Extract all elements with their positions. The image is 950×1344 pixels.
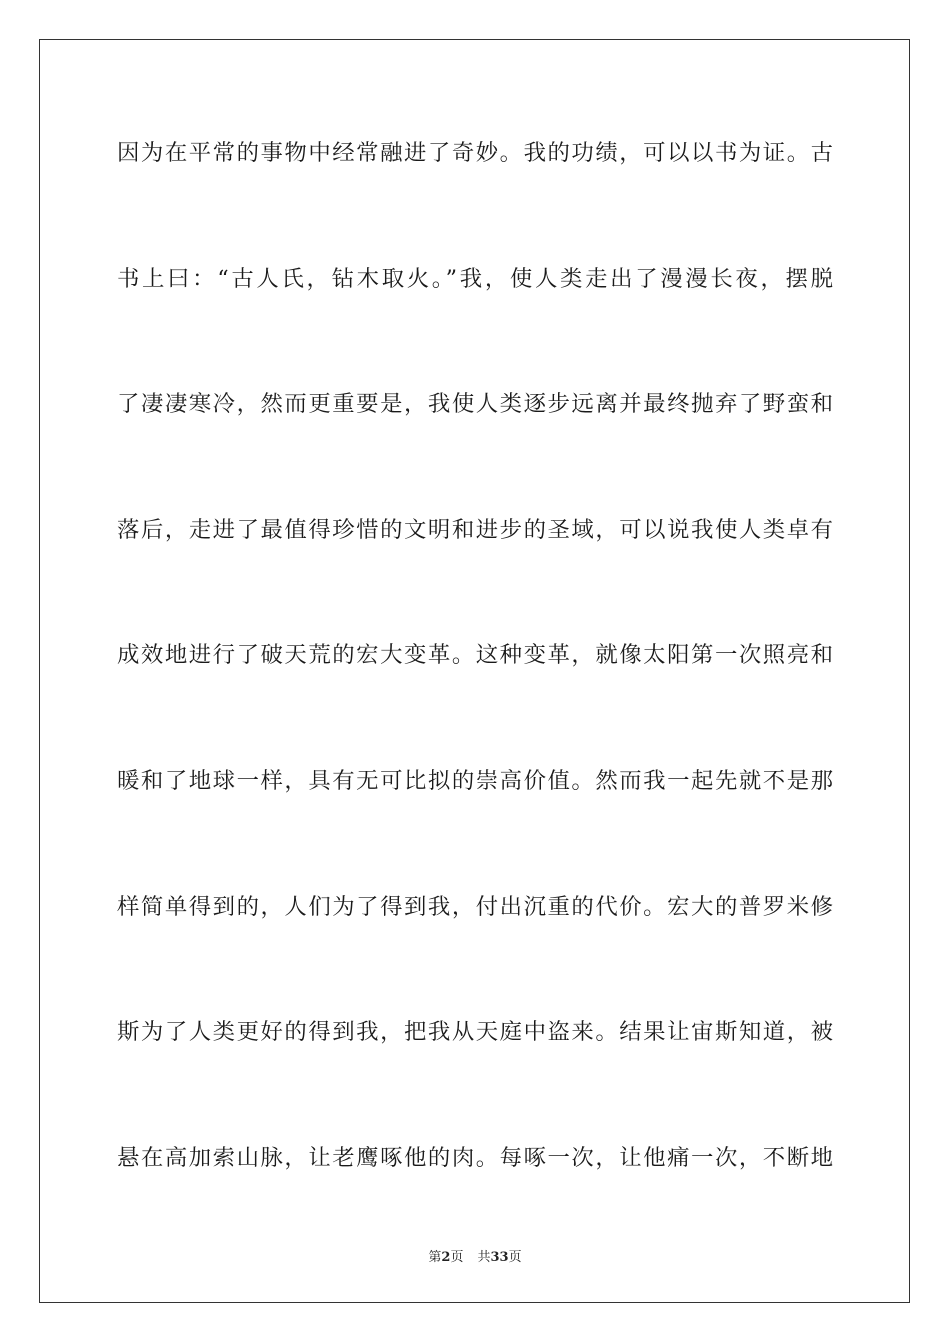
text-line-8: 斯为了人类更好的得到我，把我从天庭中盗来。结果让宙斯知道，被	[117, 1019, 833, 1046]
text-line-1: 因为在平常的事物中经常融进了奇妙。我的功绩，可以以书为证。古	[117, 140, 833, 166]
text-line-6: 暖和了地球一样，具有无可比拟的崇高价值。然而我一起先就不是那	[117, 767, 833, 794]
total-pages: 33	[490, 1250, 509, 1265]
document-body	[117, 136, 833, 1266]
page-number: 2	[441, 1250, 451, 1265]
page-suffix: 页	[450, 1250, 464, 1265]
text-line-9: 悬在高加索山脉，让老鹰啄他的肉。每啄一次，让他痛一次，不断地	[117, 1144, 833, 1171]
page-footer	[0, 1246, 950, 1265]
total-prefix: 共	[477, 1250, 491, 1265]
text-line-4: 落后，走进了最值得珍惜的文明和进步的圣域，可以说我使人类卓有	[117, 516, 833, 543]
total-suffix: 页	[508, 1250, 522, 1265]
page-prefix: 第	[428, 1250, 442, 1265]
text-line-7: 样简单得到的，人们为了得到我，付出沉重的代价。宏大的普罗米修	[117, 893, 833, 920]
text-line-5: 成效地进行了破天荒的宏大变革。这种变革，就像太阳第一次照亮和	[117, 642, 833, 669]
text-line-3: 了凄凄寒冷，然而更重要是，我使人类逐步远离并最终抛弃了野蛮和	[117, 391, 833, 418]
text-line-2: 书上曰：“古人氏，钻木取火。”我，使人类走出了漫漫长夜，摆脱	[117, 265, 833, 292]
